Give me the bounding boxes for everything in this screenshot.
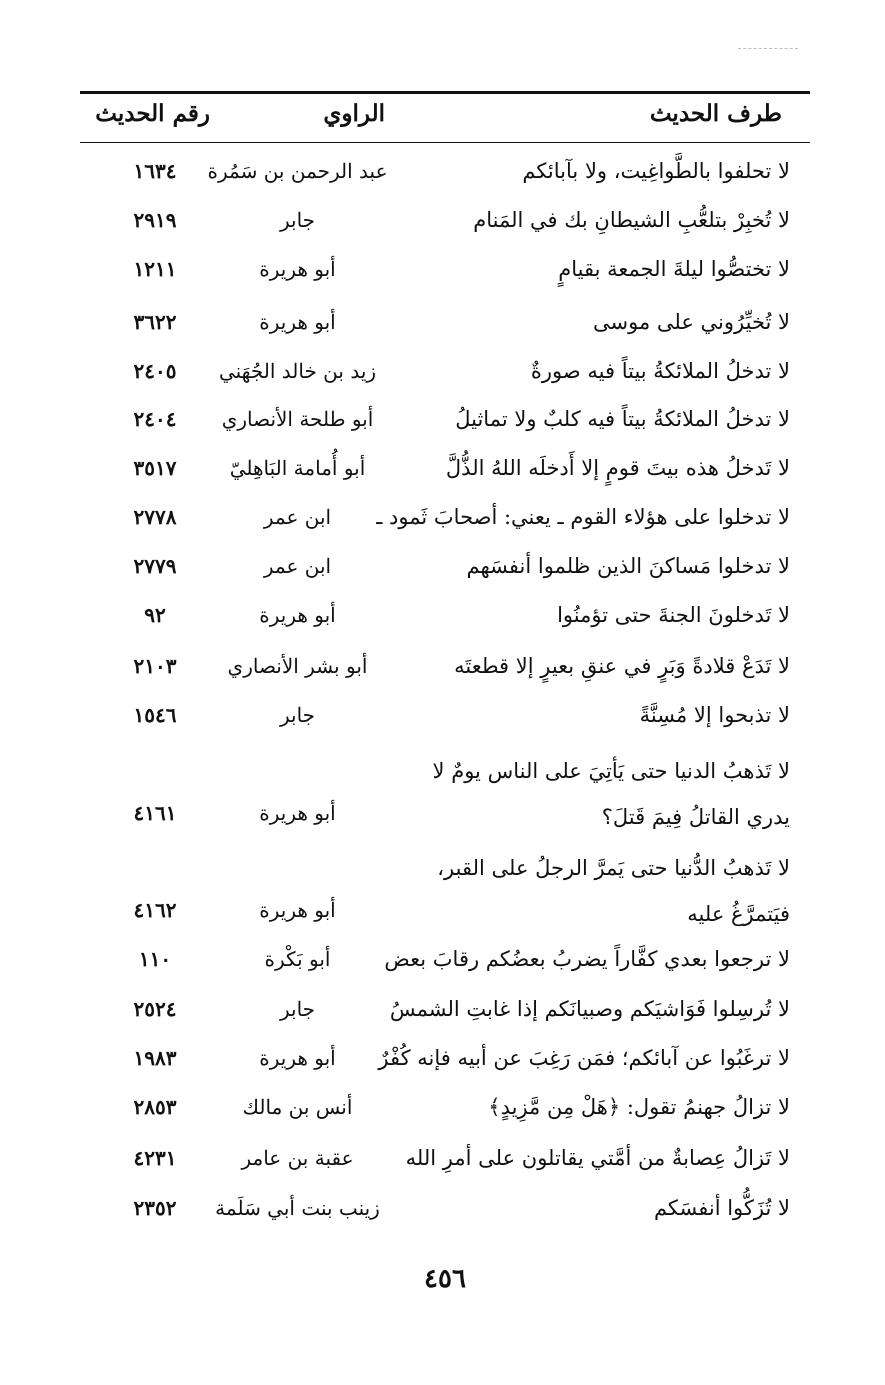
- hadith-number: ٣٥١٧: [133, 456, 177, 480]
- top-mark: [738, 48, 798, 49]
- table-row: [80, 944, 810, 994]
- narrator: أبو طلحة الأنصاري: [221, 407, 374, 431]
- hadith-text: لا تذبحوا إلا مُسِنَّةً: [639, 703, 790, 727]
- narrator: أنس بن مالك: [242, 1095, 353, 1119]
- hadith-number: ١٢١١: [133, 257, 177, 281]
- narrator: أبو هريرة: [259, 310, 336, 334]
- hadith-text: لا تختصُّوا ليلةَ الجمعة بقيامٍ: [558, 257, 790, 281]
- narrator: أبو هريرة: [259, 801, 336, 825]
- hadith-text: لا تُزَكُّوا أنفسَكم: [653, 1196, 790, 1220]
- table-row: [80, 205, 810, 255]
- hadith-number: ٤١٦٢: [133, 898, 177, 922]
- narrator: ابن عمر: [263, 505, 332, 529]
- hadith-number: ٢٧٧٨: [133, 505, 177, 529]
- hadith-number: ٢٩١٩: [133, 208, 177, 232]
- hadith-number: ١٩٨٣: [133, 1046, 177, 1070]
- hadith-text: لا تَذهبُ الدنيا حتى يَأتِيَ على الناس يومٌ لا يدري القاتلُ فِيمَ قَتلَ؟: [432, 759, 790, 829]
- table-row: [80, 156, 810, 206]
- hadith-text: لا تُخيِّرُوني على موسى: [593, 310, 790, 334]
- table-row: [80, 254, 810, 304]
- hadith-number: ٣٦٢٢: [133, 310, 177, 334]
- narrator: أبو هريرة: [259, 1046, 336, 1070]
- hadith-number: ٢٨٥٣: [133, 1095, 177, 1119]
- table-row: [80, 502, 810, 552]
- narrator: أبو أُمامة البَاهِليّ: [229, 456, 366, 480]
- hadith-text: لا تَدخلونَ الجنةَ حتى تؤمنُوا: [557, 603, 790, 627]
- table-row: [80, 1043, 810, 1093]
- table-row: [80, 404, 810, 454]
- hadith-number: ١٥٤٦: [133, 703, 177, 727]
- narrator: زيد بن خالد الجُهَني: [218, 359, 377, 383]
- top-rule: [80, 91, 810, 94]
- narrator: جابر: [279, 997, 316, 1021]
- narrator: أبو بشر الأنصاري: [227, 654, 368, 678]
- hadith-number: ١١٠: [138, 947, 172, 971]
- hadith-number: ٢١٠٣: [133, 654, 177, 678]
- hadith-number: ٤٢٣١: [133, 1146, 177, 1170]
- narrator: جابر: [279, 703, 316, 727]
- hadith-text: لا تَدخلُ هذه بيتَ قومٍ إلا أَدخلَه اللهُ الذُّلَّ: [445, 456, 790, 480]
- hadith-text: لا تَذهبُ الدُّنيا حتى يَمرَّ الرجلُ على القبر، فيَتمرَّغُ عليه: [437, 856, 790, 926]
- hadith-text: لا تدخلُ الملائكةُ بيتاً فيه كلبٌ ولا تماثيلُ: [455, 407, 790, 431]
- hadith-number: ٢٥٢٤: [133, 997, 177, 1021]
- header-hadith-text: طرف الحديث: [649, 100, 782, 127]
- table-row: [80, 994, 810, 1044]
- table-header: [80, 96, 810, 140]
- hadith-text: لا ترغَبُوا عن آبائكم؛ فمَن رَغِبَ عن أبيه فإنه كُفْرٌ: [378, 1046, 790, 1070]
- hadith-text: لا تُخبِرْ بتلعُّبِ الشيطانِ بك في المَنام: [473, 208, 790, 232]
- hadith-text: لا تدخلوا على هؤلاء القوم ـ يعني: أصحابَ ثَمود ـ: [376, 505, 790, 529]
- hadith-text: لا تدخلوا مَساكنَ الذين ظلموا أنفسَهم: [466, 554, 790, 578]
- narrator: ابن عمر: [263, 554, 332, 578]
- table-row: [80, 845, 810, 939]
- hadith-number: ٢٤٠٤: [133, 407, 177, 431]
- hadith-text: لا تحلفوا بالطَّواغِيت، ولا بآبائكم: [522, 159, 790, 183]
- hadith-text: لا تُرسِلوا فَوَاشيَكم وصبيانَكم إذا غابتِ الشمسُ: [389, 997, 790, 1021]
- table-row: [80, 1193, 810, 1243]
- narrator: أبو هريرة: [259, 257, 336, 281]
- hadith-number: ١٦٣٤: [133, 159, 177, 183]
- narrator: جابر: [279, 208, 316, 232]
- narrator: عقبة بن عامر: [241, 1146, 354, 1170]
- table-row: [80, 307, 810, 357]
- hadith-text: لا تزالُ جهنمُ تقول: ﴿هَلْ مِن مَّزِيدٍ﴾: [488, 1095, 790, 1119]
- table-row: [80, 600, 810, 650]
- table-row: [80, 700, 810, 750]
- hadith-text: لا تَدَعْ قلادةً وَبَرٍ في عنقِ بعيرٍ إلا قطعتَه: [454, 654, 790, 678]
- hadith-number: ٤١٦١: [133, 801, 177, 825]
- narrator: أبو بَكْرة: [264, 947, 331, 971]
- narrator: أبو هريرة: [259, 603, 336, 627]
- table-row: [80, 651, 810, 701]
- narrator: زينب بنت أبي سَلَمة: [215, 1196, 380, 1220]
- index-page: [80, 0, 810, 1385]
- table-row: [80, 1143, 810, 1193]
- hadith-text: لا تَزالُ عِصابةٌ من أمَّتي يقاتلون على أمرِ الله: [405, 1146, 790, 1170]
- header-rule: [80, 142, 810, 143]
- hadith-text: لا تدخلُ الملائكةُ بيتاً فيه صورةٌ: [530, 359, 790, 383]
- header-hadith-number: رقم الحديث: [95, 100, 210, 127]
- narrator: عبد الرحمن بن سَمُرة: [207, 159, 388, 183]
- narrator: أبو هريرة: [259, 898, 336, 922]
- header-narrator: الراوي: [323, 100, 385, 127]
- table-row: [80, 453, 810, 503]
- table-row: [80, 748, 810, 842]
- hadith-number: ٢٣٥٢: [133, 1196, 177, 1220]
- page-number: ٤٥٦: [424, 1264, 466, 1294]
- table-row: [80, 1092, 810, 1142]
- hadith-number: ٩٢: [144, 603, 166, 627]
- table-row: [80, 551, 810, 601]
- hadith-text: لا ترجعوا بعدي كفَّاراً يضربُ بعضُكم رقابَ بعض: [384, 947, 790, 971]
- hadith-number: ٢٧٧٩: [133, 554, 177, 578]
- table-row: [80, 356, 810, 406]
- hadith-number: ٢٤٠٥: [133, 359, 177, 383]
